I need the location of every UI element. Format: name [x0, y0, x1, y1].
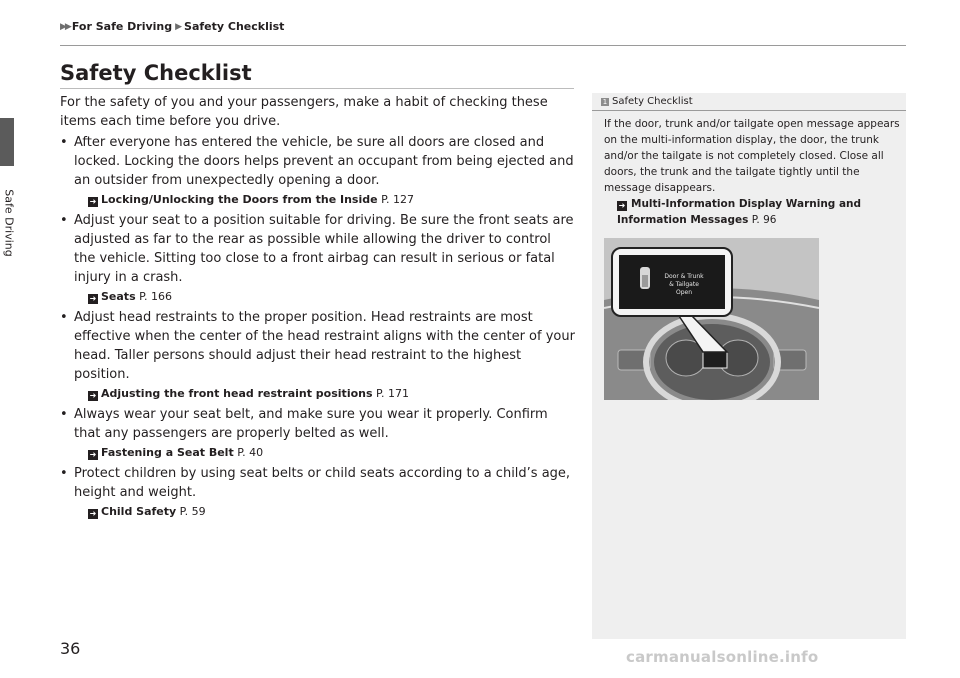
- section-tab: [0, 118, 14, 166]
- reference-arrow-icon: ➜: [618, 201, 626, 210]
- cross-reference-link[interactable]: ➜ Seats P. 166: [89, 290, 173, 303]
- breadcrumb-item-safety-checklist[interactable]: Safety Checklist: [184, 20, 285, 33]
- bullet-icon: •: [60, 135, 68, 150]
- checklist-item: • Always wear your seat belt, and make sure you wear it properly. Confirm that any passengers are properly belted as well.: [60, 407, 548, 441]
- watermark: carmanualsonline.info: [626, 648, 819, 666]
- page-number: 36: [60, 639, 81, 658]
- reference-arrow-icon: ➜: [89, 197, 97, 206]
- side-note-cross-reference[interactable]: ➜ Multi-Information Display Warning and Information Messages P. 96: [617, 198, 862, 226]
- illustration-message-line2: & Tailgate: [669, 281, 699, 288]
- reference-arrow-icon: ➜: [89, 391, 97, 400]
- bullet-icon: •: [60, 310, 68, 325]
- cross-reference-link[interactable]: ➜ Fastening a Seat Belt P. 40: [89, 446, 264, 459]
- bullet-icon: •: [60, 407, 68, 422]
- bullet-icon: •: [60, 466, 68, 481]
- intro-paragraph: For the safety of you and your passengers, make a habit of checking these items each time before you drive.: [60, 95, 548, 129]
- title-divider: [60, 88, 574, 89]
- checklist-item: • Adjust your seat to a position suitable for driving. Be sure the front seats are adjusted as far to the rear as possible while allowing the driver to control the vehicle. Sitting too close to a front airbag can result in serious or fatal injury in a crash.: [60, 213, 574, 285]
- section-label: Safe Driving: [2, 189, 16, 257]
- cross-reference-link[interactable]: ➜ Adjusting the front head restraint positions P. 171: [89, 387, 409, 400]
- checklist-item: • Adjust head restraints to the proper position. Head restraints are most effective when the center of the head restraint aligns with the center of your head. Taller persons should adjust their head restraint to the highest position.: [60, 310, 575, 382]
- cross-reference-link[interactable]: ➜ Child Safety P. 59: [89, 505, 206, 518]
- note-number-icon: 1: [602, 97, 608, 106]
- reference-arrow-icon: ➜: [89, 509, 97, 518]
- side-note-body: If the door, trunk and/or tailgate open message appears on the multi-information display, the door, the trunk and/or the tailgate is not completely closed. Close all doors, the trunk and the tailgate tightly until the message disappears. ➜ Multi-Information Display Warning and Information Messages P. 96: [604, 118, 900, 226]
- dashboard-illustration: [604, 238, 819, 400]
- breadcrumb: [60, 20, 284, 33]
- illustration-message-line1: Door & Trunk: [664, 273, 704, 280]
- header-divider: [60, 45, 906, 46]
- breadcrumb-separator-icon: ▶: [175, 21, 183, 32]
- page-title: Safety Checklist: [60, 61, 252, 85]
- checklist-item: • After everyone has entered the vehicle, be sure all doors are closed and locked. Locking the doors helps prevent an occupant from being ejected and an outsider from unexpectedly opening a door.: [60, 135, 574, 188]
- dashboard-illustration-graphic: [604, 238, 819, 400]
- main-content: [60, 93, 576, 523]
- side-note-header: [592, 93, 906, 111]
- breadcrumb-arrow-icon: ▶▶: [60, 21, 70, 32]
- reference-arrow-icon: ➜: [89, 294, 97, 303]
- reference-arrow-icon: ➜: [89, 450, 97, 459]
- bullet-icon: •: [60, 213, 68, 228]
- checklist-item: • Protect children by using seat belts or child seats according to a child’s age, height and weight.: [60, 466, 571, 500]
- cross-reference-link[interactable]: ➜ Locking/Unlocking the Doors from the Inside P. 127: [89, 193, 414, 206]
- side-note-title: 1 Safety Checklist: [602, 96, 693, 107]
- breadcrumb-item-for-safe-driving[interactable]: For Safe Driving: [71, 20, 173, 33]
- illustration-message-line3: Open: [675, 289, 693, 296]
